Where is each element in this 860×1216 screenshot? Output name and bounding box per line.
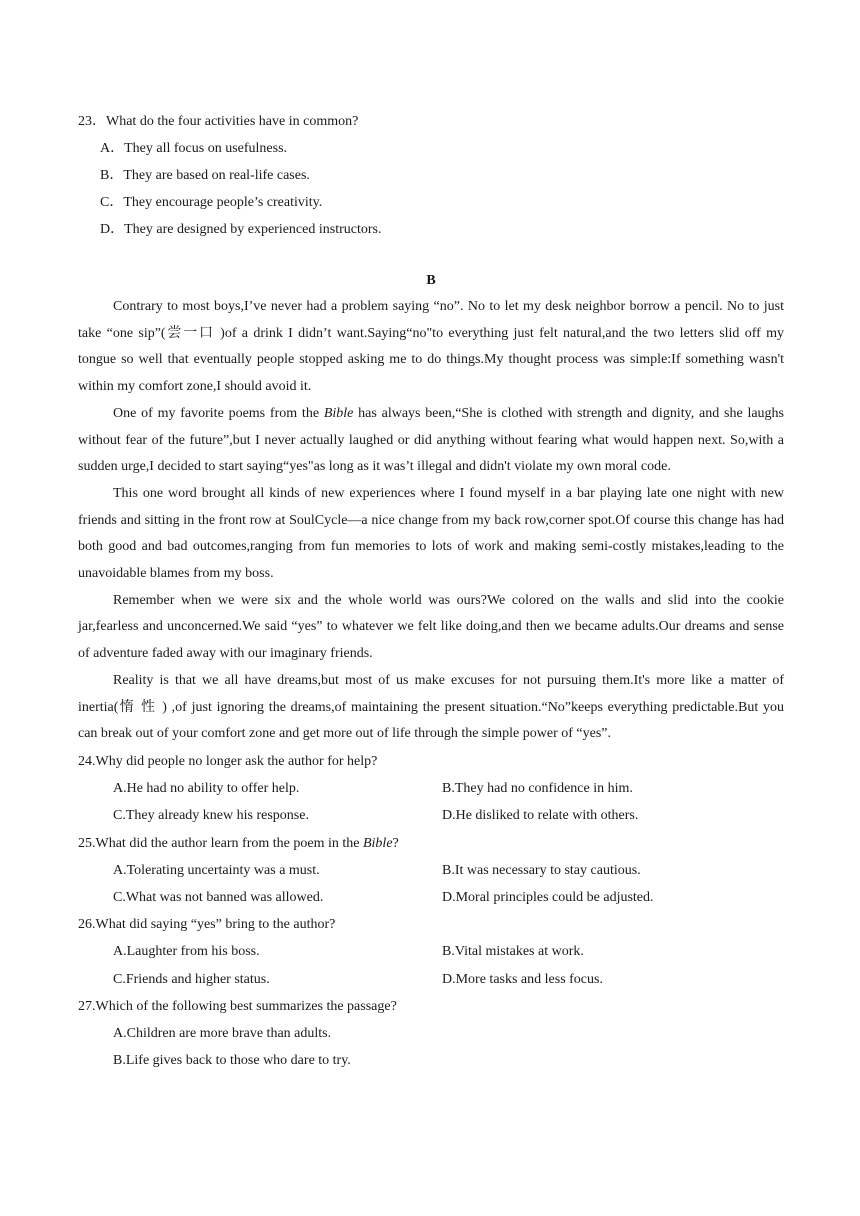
chinese-gloss: 惰性 xyxy=(118,699,163,715)
italic-title: Bible xyxy=(362,835,393,851)
options-row xyxy=(78,802,784,829)
question-23 xyxy=(78,108,784,243)
paragraph-text: has always been,“She is clothed with strength and dignity, and she laughs without fear of the future”,but I never actually laughed or did anything without fearing what would happen next. So,with a sudden urge,I decided to start saying“yes"as long as it was’t illegal and didn't violate my own moral code. xyxy=(78,405,784,475)
question-27 xyxy=(78,993,784,1075)
option-b: B．They are based on real-life cases. xyxy=(100,168,310,183)
paragraph-1 xyxy=(78,294,784,401)
option-a: A.Children are more brave than adults. xyxy=(113,1025,332,1041)
paragraph-text: Contrary to most boys,I’ve never had a problem saying “no”. No to let my desk neighbor borrow a pencil. No to just take “one sip”( xyxy=(78,299,784,341)
italic-title: Bible xyxy=(323,405,354,421)
section-title: B xyxy=(426,273,436,288)
option-d: D.More tasks and less focus. xyxy=(442,971,603,987)
option-d: D.He disliked to relate with others. xyxy=(442,808,639,824)
option-b: B.Life gives back to those who dare to try. xyxy=(113,1053,351,1069)
question-text: 24.Why did people no longer ask the author for help? xyxy=(78,753,378,769)
option-b: B.Vital mistakes at work. xyxy=(442,944,584,960)
options-row xyxy=(78,966,784,993)
question-text: 23．What do the four activities have in common? xyxy=(78,114,359,129)
option-c: C．They encourage people’s creativity. xyxy=(100,195,323,210)
options-row xyxy=(78,938,784,965)
question-text-part: ? xyxy=(392,835,399,851)
exam-page xyxy=(78,108,784,1074)
option-a: A.Tolerating uncertainty was a must. xyxy=(113,862,320,878)
question-text: 27.Which of the following best summarizes the passage? xyxy=(78,998,397,1014)
option-b: B.They had no confidence in him. xyxy=(442,781,633,797)
option-d: D．They are designed by experienced instructors. xyxy=(100,222,382,237)
options-row xyxy=(78,857,784,884)
question-25 xyxy=(78,830,784,912)
options-row xyxy=(78,775,784,802)
question-24 xyxy=(78,748,784,830)
paragraph-4: Remember when we were six and the whole world was ours?We colored on the walls and slid into the cookie jar,fearless and unconcerned.We said “yes” to whatever we felt like doing,and then we became adults.Our dreams and sense of adventure faded away with our imaginary friends. xyxy=(78,592,784,662)
paragraph-text: One of my favorite poems from the xyxy=(113,405,324,421)
question-text: 26.What did saying “yes” bring to the author? xyxy=(78,917,336,933)
option-a: A.He had no ability to offer help. xyxy=(113,781,300,797)
question-text xyxy=(78,830,784,857)
option-d: D.Moral principles could be adjusted. xyxy=(442,889,654,905)
option-a: A．They all focus on usefulness. xyxy=(100,141,288,156)
option-a: A.Laughter from his boss. xyxy=(113,944,260,960)
paragraph-3: This one word brought all kinds of new experiences where I found myself in a bar playing late one night with new friends and sitting in the front row at SoulCycle—a nice change from my back row,corner spot.Of course this change has had both good and bad outcomes,ranging from fun memories to lots of work and making semi-costly mistakes,leading to the unavoidable blames from my boss. xyxy=(78,485,784,582)
option-c: C.What was not banned was allowed. xyxy=(113,889,324,905)
paragraph-text: ) ,of just ignoring the dreams,of maintaining the present situation.“No”keeps everything predictable.But you can break out of your comfort zone and get more out of life through the simple power of “yes”. xyxy=(78,699,784,742)
options-row xyxy=(78,884,784,911)
paragraph-text: Reality is that we all have dreams,but most of us make excuses for not pursuing them.It's more like a matter of inertia( xyxy=(78,672,784,715)
option-b: B.It was necessary to stay cautious. xyxy=(442,862,641,878)
paragraph-5 xyxy=(78,668,784,748)
option-c: C.Friends and higher status. xyxy=(113,971,270,987)
paragraph-2 xyxy=(78,401,784,481)
question-text-part: 25.What did the author learn from the poem in the xyxy=(78,835,363,851)
chinese-gloss: 尝一口 xyxy=(165,325,215,341)
paragraph-text: )of a drink I didn’t want.Saying“no"to everything just felt natural,and the two letters slid off my tongue so well that eventually people stopped asking me to do things.My thought process was simple:If something wasn't within my comfort zone,I should avoid it. xyxy=(78,325,785,395)
question-26 xyxy=(78,911,784,993)
passage xyxy=(78,294,784,748)
option-c: C.They already knew his response. xyxy=(113,808,309,824)
